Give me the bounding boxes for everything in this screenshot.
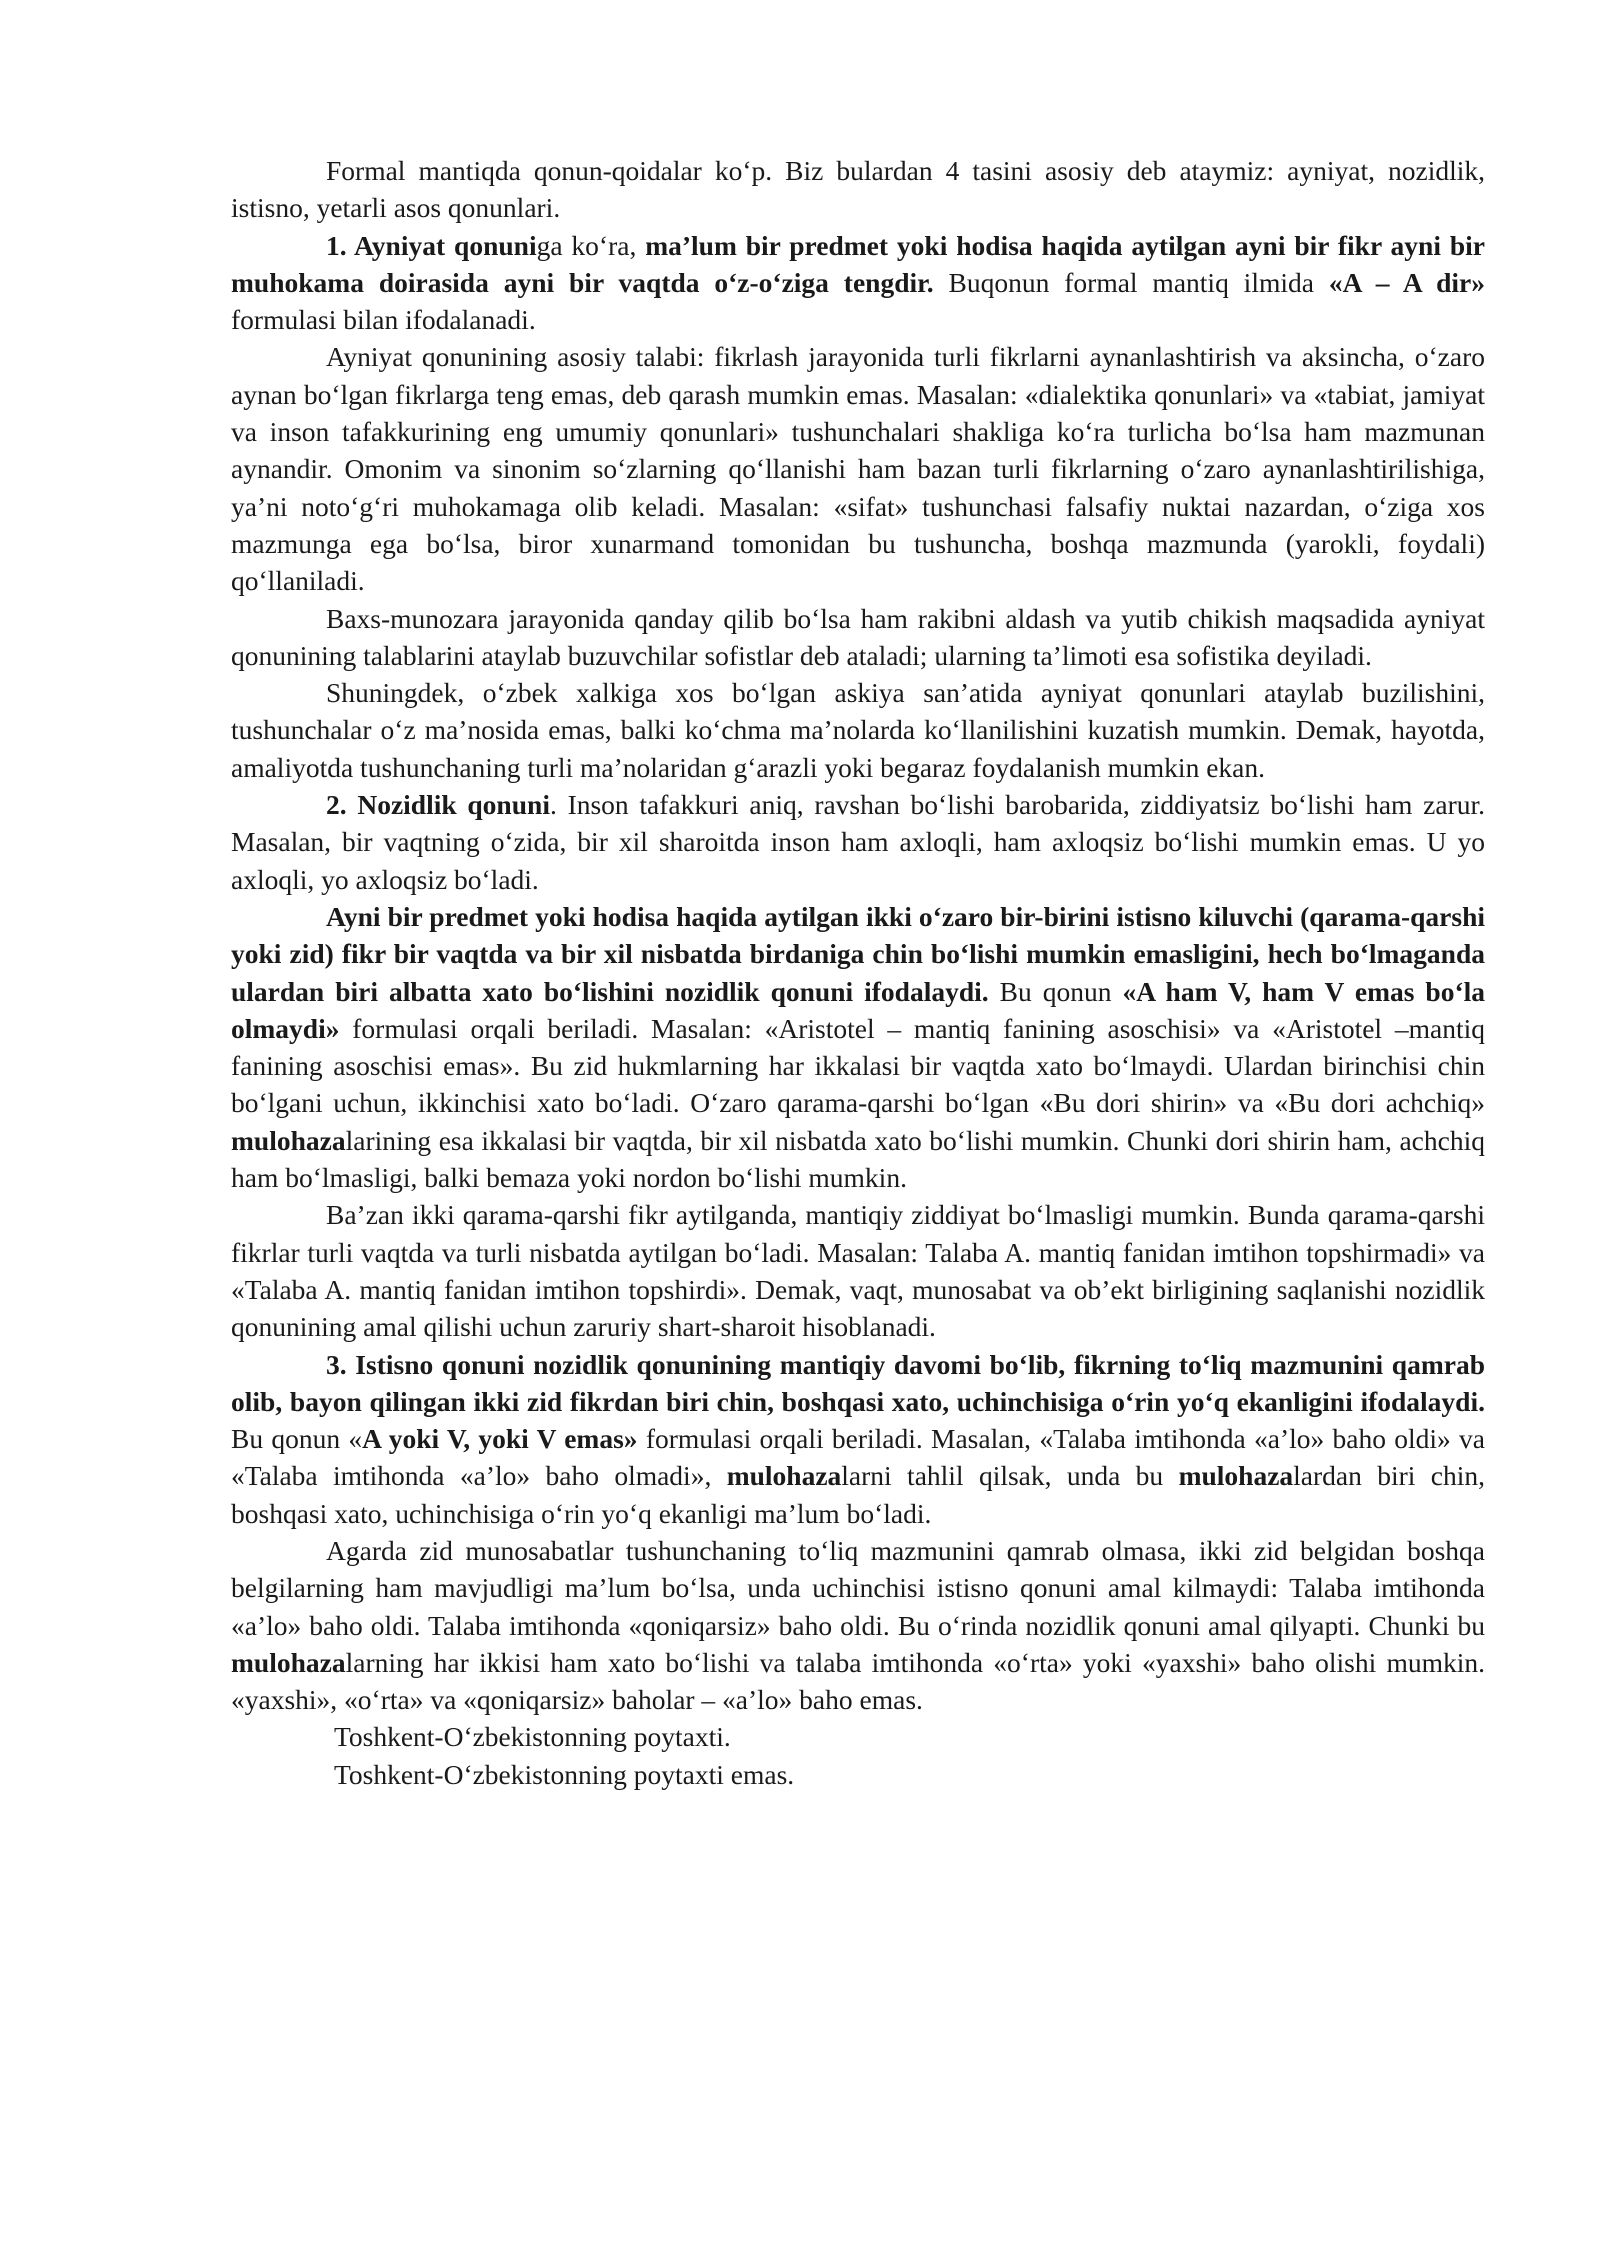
- paragraph-p8: [231, 1196, 1485, 1345]
- text-segment: ga ko‘ra,: [536, 229, 646, 261]
- bold-text-segment: «A – A dir»: [1328, 266, 1485, 298]
- text-segment: lardan biri chin, boshqasi xato, uchinchisiga o‘rin yo‘q ekanligi ma’lum bo‘ladi.: [231, 1460, 1486, 1529]
- bold-text-segment: mulohaza: [1178, 1460, 1294, 1492]
- bold-text-segment: Ayni bir predmet yoki hodisa haqida aytilgan ikki o‘zaro bir-birini istisno kiluvchi (qarama-qarshi yoki zid) fikr bir vaqtda va bir xil nisbatda birdaniga chin bo‘lishi mumkin emasligini, hech bo‘lmaganda ulardan biri albatta xato bo‘lishini nozidlik qonuni ifodalaydi.: [231, 900, 1485, 1007]
- text-segment: larni tahlil qilsak, unda bu: [841, 1460, 1179, 1492]
- text-segment: Bu qonun «: [231, 1423, 363, 1455]
- paragraph-p1: [231, 152, 1485, 227]
- bold-text-segment: 3. Istisno qonuni nozidlik qonunining mantiqiy davomi bo‘lib, fikrning to‘liq mazmunini qamrab olib, bayon qilingan ikki zid fikrdan biri chin, boshqasi xato, uchinchisiga o‘rin yo‘q ekanligini ifodalaydi.: [231, 1348, 1485, 1417]
- bold-text-segment: mulohaza: [231, 1646, 346, 1678]
- text-segment: Ayniyat qonunining asosiy talabi: fikrlash jarayonida turli fikrlarni aynanlashtirish va aksincha, o‘zaro aynan bo‘lgan fikrlarga teng emas, deb qarash mumkin emas. Masalan: «dialektika qonunlari» va «tabiat, jamiyat va inson tafakkurining eng umumiy qonunlari» tushunchalari shakliga ko‘ra turlicha bo‘lsa ham mazmunan aynandir. Omonim va sinonim so‘zlarning qo‘llanishi ham bazan turli fikrlarning o‘zaro aynanlashtirilishiga, ya’ni noto‘g‘ri muhokamaga olib keladi. Masalan: «sifat» tushunchasi falsafiy nuktai nazardan, o‘ziga xos mazmunga ega bo‘lsa, biror xunarmand tomonidan bu tushuncha, boshqa mazmunda (yarokli, foydali) qo‘llaniladi.: [231, 341, 1485, 597]
- paragraph-p9: [231, 1346, 1485, 1532]
- paragraph-p12: [231, 1756, 1485, 1793]
- text-segment: formulasi bilan ifodalanadi.: [231, 304, 536, 336]
- text-segment: Toshkent-O‘zbekistonning poytaxti.: [334, 1721, 731, 1753]
- paragraph-p2: [231, 227, 1485, 339]
- paragraph-p7: [231, 898, 1485, 1196]
- paragraph-p6: [231, 786, 1485, 898]
- bold-text-segment: ma’lum bir predmet yoki hodisa haqida aytilgan ayni bir fikr ayni bir muhokama doirasida ayni bir vaqtda o‘z-o‘ziga tengdir.: [231, 229, 1485, 298]
- paragraph-p11: [231, 1718, 1485, 1755]
- bold-text-segment: 1. Ayniyat qonuni: [326, 229, 537, 261]
- bold-text-segment: A yoki V, yoki V emas»: [362, 1423, 638, 1455]
- text-segment: Baxs-munozara jarayonida qanday qilib bo‘lsa ham rakibni aldash va yutib chikish maqsadida ayniyat qonunining talablarini ataylab buzuvchilar sofistlar deb ataladi; ularning ta’limoti esa sofistika deyiladi.: [231, 602, 1485, 671]
- text-segment: larining esa ikkalasi bir vaqtda, bir xil nisbatda xato bo‘lishi mumkin. Chunki dori shirin ham, achchiq ham bo‘lmasligi, balki bemaza yoki nordon bo‘lishi mumkin.: [231, 1124, 1485, 1194]
- text-segment: Ba’zan ikki qarama-qarshi fikr aytilganda, mantiqiy ziddiyat bo‘lmasligi mumkin. Bunda qarama-qarshi fikrlar turli vaqtda va turli nisbatda aytilgan bo‘ladi. Masalan: Talaba A. mantiq fanidan imtihon topshirmadi» va «Talaba A. mantiq fanidan imtihon topshirdi». Demak, vaqt, munosabat va ob’ekt birligining saqlanishi nozidlik qonunining amal qilishi uchun zaruriy shart-sharoit hisoblanadi.: [231, 1199, 1485, 1343]
- bold-text-segment: mulohaza: [231, 1124, 346, 1156]
- bold-text-segment: mulohaza: [726, 1460, 842, 1492]
- bold-text-segment: 2. Nozidlik qonuni: [326, 789, 550, 821]
- text-segment: Toshkent-O‘zbekistonning poytaxti emas.: [334, 1758, 795, 1790]
- document-body: [231, 152, 1485, 1793]
- text-segment: formulasi orqali beriladi. Masalan: «Aristotel – mantiq fanining asoschisi» va «Aristotel –mantiq fanining asoschisi emas». Bu zid hukmlarning har ikkalasi bir vaqtda xato bo‘lmaydi. Ulardan birinchisi chin bo‘lgani uchun, ikkinchisi xato bo‘ladi. O‘zaro qarama-qarshi bo‘lgan «Bu dori shirin» va «Bu dori achchiq»: [231, 1012, 1485, 1119]
- text-segment: Agarda zid munosabatlar tushunchaning to‘liq mazmunini qamrab olmasa, ikki zid belgidan boshqa belgilarning ham mavjudligi ma’lum bo‘lsa, unda uchinchisi istisno qonuni amal kilmaydi: Talaba imtihonda «a’lo» baho oldi. Talaba imtihonda «qoniqarsiz» baho oldi. Bu o‘rinda nozidlik qonuni amal qilyapti. Chunki bu: [231, 1534, 1485, 1641]
- text-segment: formulasi orqali beriladi. Masalan, «Talaba imtihonda «a’lo» baho oldi» va «Talaba imtihonda «a’lo» baho olmadi»,: [231, 1423, 1485, 1492]
- bold-text-segment: «A ham V, ham V emas bo‘la olmaydi»: [231, 975, 1486, 1044]
- paragraph-p3: [231, 338, 1485, 599]
- text-segment: Buqonun formal mantiq ilmida: [933, 266, 1329, 298]
- text-segment: Bu qonun: [988, 975, 1123, 1007]
- text-segment: Formal mantiqda qonun-qoidalar ko‘p. Biz bulardan 4 tasini asosiy deb ataymiz: ayniyat, nozidlik, istisno, yetarli asos qonunlari.: [231, 155, 1485, 224]
- paragraph-p4: [231, 600, 1485, 675]
- text-segment: Shuningdek, o‘zbek xalkiga xos bo‘lgan askiya san’atida ayniyat qonunlari ataylab buzilishini, tushunchalar o‘z ma’nosida emas, balki ko‘chma ma’nolarda ko‘llanilishini kuzatish mumkin. Demak, hayotda, amaliyotda tushunchaning turli ma’nolaridan g‘arazli yoki begaraz foydalanish mumkin ekan.: [231, 677, 1485, 783]
- text-segment: larning har ikkisi ham xato bo‘lishi va talaba imtihonda «o‘rta» yoki «yaxshi» baho olishi mumkin. «yaxshi», «o‘rta» va «qoniqarsiz» baholar – «a’lo» baho emas.: [231, 1646, 1485, 1716]
- paragraph-p5: [231, 674, 1485, 786]
- text-segment: . Inson tafakkuri aniq, ravshan bo‘lishi barobarida, ziddiyatsiz bo‘lishi ham zarur. Masalan, bir vaqtning o‘zida, bir xil sharoitda inson ham axloqli, ham axloqsiz bo‘lishi mumkin emas. U yo axloqli, yo axloqsiz bo‘ladi.: [231, 789, 1485, 895]
- paragraph-p10: [231, 1532, 1485, 1718]
